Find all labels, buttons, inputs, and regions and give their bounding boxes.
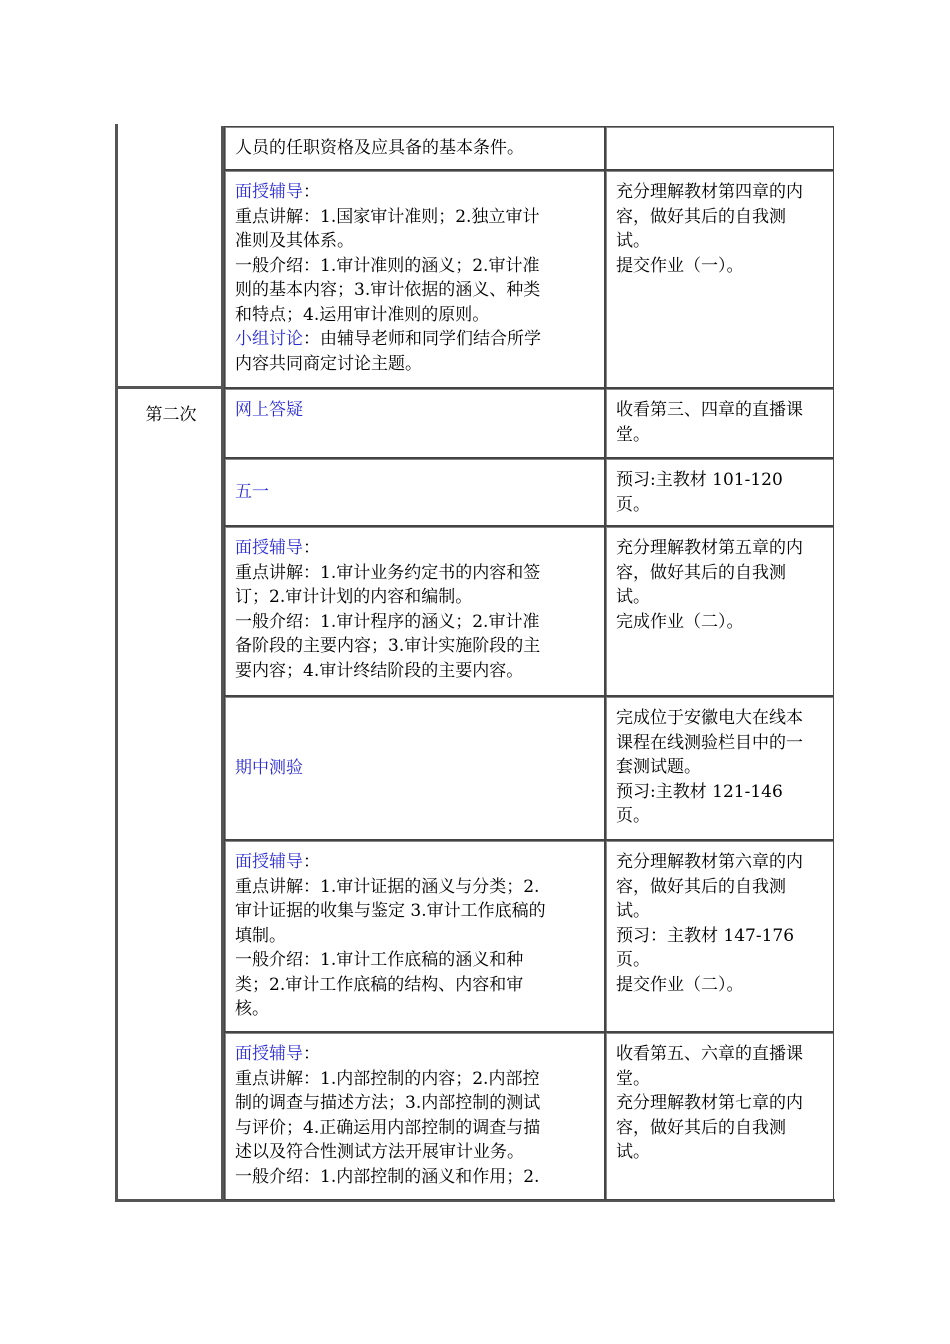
cell-line: 述以及符合性测试方法开展审计业务。 [235, 1142, 524, 1162]
table-cell-content [224, 526, 605, 696]
table-cell-task [605, 526, 834, 696]
cell-line: 类；2.审计工作底稿的结构、内容和审 [235, 974, 524, 995]
cell-line: 充分理解教材第七章的内 [616, 1093, 803, 1113]
colon: ： [303, 1044, 320, 1064]
cell-line: 完成位于安徽电大在线本 [616, 708, 803, 728]
cell-line: 收看第三、四章的直播课 [616, 400, 803, 420]
cell-line: 要内容；4.审计终结阶段的主要内容。 [235, 660, 524, 681]
cell-line: 一般介绍：1.审计准则的涵义；2.审计准 [235, 255, 540, 276]
cell-line: 堂。 [616, 424, 650, 445]
table-cell-task [605, 170, 834, 388]
colon: ： [303, 852, 320, 872]
cell-line: 订；2.审计计划的内容和编制。 [235, 587, 473, 607]
cell-line: 重点讲解：1.审计业务约定书的内容和签 [235, 562, 541, 583]
cell-line: 制的调查与描述方法；3.内部控制的测试 [235, 1093, 541, 1113]
cell-line: 则的基本内容；3.审计依据的涵义、种类 [235, 280, 541, 300]
cell-line: 重点讲解：1.国家审计准则；2.独立审计 [235, 206, 540, 227]
cell-line: 课程在线测验栏目中的一 [616, 732, 803, 753]
session-type-label: 网上答疑 [235, 400, 303, 420]
session-type-label: 面授辅导 [235, 538, 303, 558]
cell-line: 准则及其体系。 [235, 231, 354, 251]
table-cell-content [224, 458, 605, 526]
cell-line: 充分理解教材第四章的内 [616, 182, 803, 202]
cell-line: 提交作业（一）。 [616, 255, 744, 276]
cell-line: 试。 [616, 231, 650, 251]
cell-line: 预习：主教材 147-176 [616, 925, 795, 946]
cell-line: 一般介绍：1.审计程序的涵义；2.审计准 [235, 611, 540, 632]
cell-line: 堂。 [616, 1068, 650, 1089]
cell-line: 重点讲解：1.审计证据的涵义与分类；2. [235, 876, 540, 897]
cell-line: 充分理解教材第五章的内 [616, 538, 803, 558]
colon: ： [303, 538, 320, 558]
cell-line: 重点讲解：1.内部控制的内容；2.内部控 [235, 1068, 540, 1089]
cell-line: 试。 [616, 587, 650, 607]
cell-line: 一般介绍：1.内部控制的涵义和作用；2. [235, 1166, 540, 1187]
cell-line: 容，做好其后的自我测 [616, 876, 786, 897]
cell-line: 一般介绍：1.审计工作底稿的涵义和种 [235, 950, 524, 970]
table-cell-content [224, 388, 605, 458]
table-cell-content [224, 1032, 605, 1200]
cell-line: 填制。 [235, 925, 286, 946]
cell-line: 与评价；4.正确运用内部控制的调查与描 [235, 1117, 541, 1138]
table-cell-task [605, 840, 834, 1032]
cell-line: ：由辅导老师和同学们结合所学 [303, 329, 541, 349]
table-cell-content [224, 126, 605, 170]
table-cell-task [605, 126, 834, 170]
cell-line: 备阶段的主要内容；3.审计实施阶段的主 [235, 636, 541, 656]
cell-line: 人员的任职资格及应具备的基本条件。 [235, 138, 524, 158]
cell-line: 试。 [616, 1142, 650, 1162]
table-cell-task [605, 458, 834, 526]
cell-line: 页。 [616, 494, 650, 515]
cell-line: 内容共同商定讨论主题。 [235, 353, 422, 374]
cell-line: 完成作业（二）。 [616, 611, 744, 632]
cell-line: 容，做好其后的自我测 [616, 1117, 786, 1138]
colon: ： [303, 182, 320, 202]
cell-line: 收看第五、六章的直播课 [616, 1044, 803, 1064]
row-divider [117, 386, 224, 389]
cell-line: 提交作业（二）。 [616, 974, 744, 995]
table-cell-content [224, 696, 605, 840]
cell-line: 容，做好其后的自我测 [616, 562, 786, 583]
session-type-label: 小组讨论 [235, 329, 303, 349]
cell-line: 预习:主教材 121-146 [616, 781, 783, 802]
session-number [118, 400, 224, 425]
cell-line: 页。 [616, 950, 650, 970]
cell-line: 套测试题。 [616, 757, 701, 777]
table-cell-content [224, 170, 605, 388]
cell-line: 试。 [616, 901, 650, 921]
session-type-label: 面授辅导 [235, 1044, 303, 1064]
table-cell-content [224, 840, 605, 1032]
cell-line: 预习:主教材 101-120 [616, 470, 783, 490]
table-cell-task [605, 388, 834, 458]
cell-line: 充分理解教材第六章的内 [616, 852, 803, 872]
table-cell-task [605, 1032, 834, 1200]
cell-line: 容，做好其后的自我测 [616, 206, 786, 227]
session-type-label: 面授辅导 [235, 182, 303, 202]
table-cell-task [605, 696, 834, 840]
cell-line: 和特点；4.运用审计准则的原则。 [235, 304, 490, 325]
column-divider [221, 126, 224, 1200]
session-type-label: 五一 [235, 481, 269, 502]
session-type-label: 期中测验 [235, 757, 303, 778]
cell-line: 核。 [235, 999, 269, 1019]
cell-line: 页。 [616, 806, 650, 826]
session-number-label: 第二次 [145, 405, 197, 425]
session-type-label: 面授辅导 [235, 852, 303, 872]
cell-line: 审计证据的收集与鉴定 3.审计工作底稿的 [235, 901, 546, 921]
